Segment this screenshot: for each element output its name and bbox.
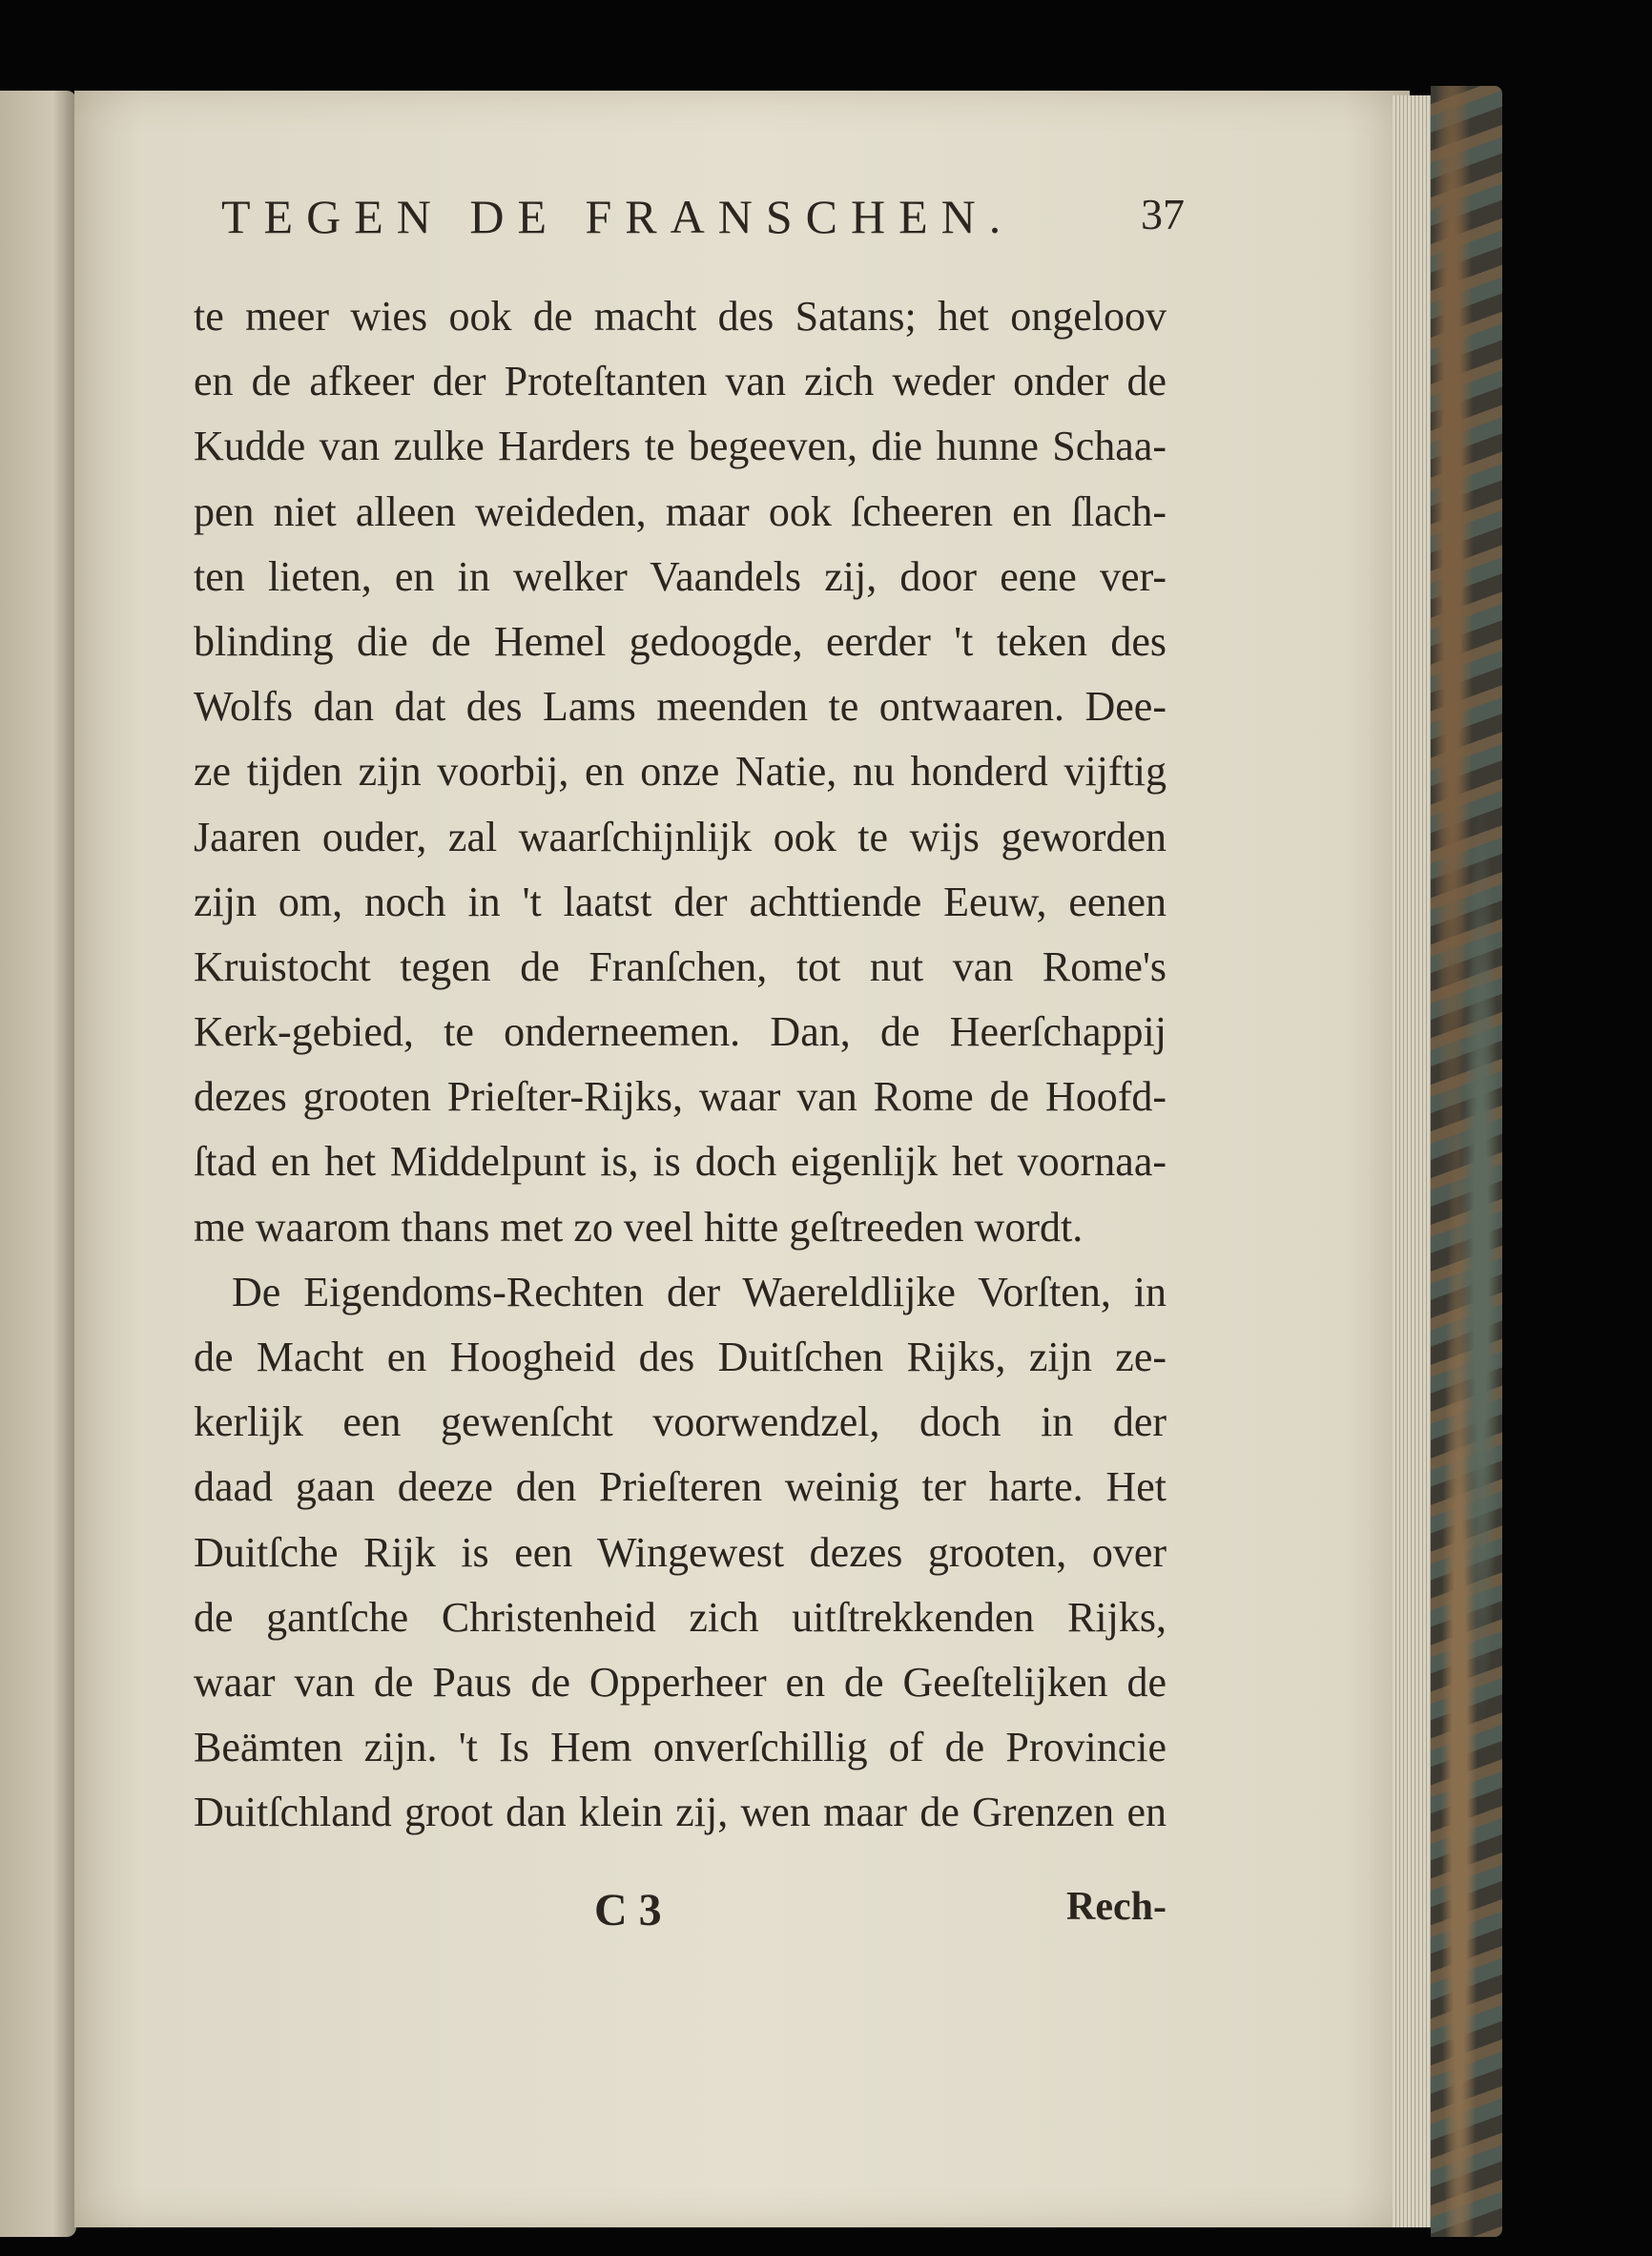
- text-line: ſtad en het Middelpunt is, is doch eigenlijk het voornaa-: [194, 1138, 1167, 1186]
- text-line: zijn om, noch in 't laatst der achttiende Eeuw, eenen: [194, 878, 1167, 925]
- text-line: De Eigendoms-Rechten der Waereldlijke Vorſten, in: [232, 1268, 1167, 1315]
- text-line: te meer wies ook de macht des Satans; het ongeloov: [194, 293, 1167, 340]
- text-line: Beämten zijn. 't Is Hem onverſchillig of de Provincie: [194, 1724, 1167, 1771]
- previous-page-edge: [0, 91, 76, 2237]
- text-line: waar van de Paus de Opperheer en de Geeſtelijken de: [194, 1658, 1167, 1706]
- signature-mark: C 3: [594, 1885, 662, 1935]
- running-title: TEGEN DE FRANSCHEN.: [221, 190, 1015, 243]
- text-line: Kruistocht tegen de Franſchen, tot nut van Rome's: [194, 942, 1167, 990]
- text-line: de gantſche Christenheid zich uitſtrekkenden Rijks,: [194, 1593, 1167, 1641]
- text-line: kerlijk een gewenſcht voorwendzel, doch in der: [194, 1398, 1167, 1446]
- text-line: Kerk-gebied, te onderneemen. Dan, de Heerſchappij: [194, 1008, 1167, 1056]
- text-line: Kudde van zulke Harders te begeeven, die hunne Schaa-: [194, 423, 1167, 470]
- text-line: ze tijden zijn voorbij, en onze Natie, nu honderd vijftig: [194, 748, 1167, 796]
- text-line: blinding die de Hemel gedoogde, eerder 't teken des: [194, 617, 1167, 665]
- text-line: daad gaan deeze den Prieſteren weinig ter harte. Het: [194, 1463, 1167, 1511]
- text-line: dezes grooten Prieſter-Rijks, waar van Rome de Hoofd-: [194, 1073, 1167, 1121]
- page-footer: [194, 1884, 1167, 1941]
- text-line: en de afkeer der Proteſtanten van zich weder onder de: [194, 358, 1167, 405]
- text-line: me waarom thans met zo veel hitte geſtreeden wordt.: [194, 1203, 1084, 1251]
- page-number: 37: [1141, 190, 1185, 238]
- catchword: Rech-: [1066, 1885, 1167, 1929]
- text-line: pen niet alleen weideden, maar ook ſcheeren en ſlach-: [194, 487, 1167, 535]
- page-stack-edges: [1393, 95, 1431, 2227]
- text-line: Duitſchland groot dan klein zij, wen maar de Grenzen en: [194, 1789, 1167, 1836]
- text-line: de Macht en Hoogheid des Duitſchen Rijks, zijn ze-: [194, 1334, 1167, 1380]
- text-line: ten lieten, en in welker Vaandels zij, door eene ver-: [194, 552, 1167, 600]
- body-text: [194, 284, 1167, 1846]
- text-line: Wolfs dan dat des Lams meenden te ontwaaren. Dee-: [194, 683, 1167, 731]
- text-line: Duitſche Rijk is een Wingewest dezes grooten, over: [194, 1528, 1167, 1576]
- page-header: [221, 189, 1185, 256]
- marbled-cover: [1431, 86, 1502, 2237]
- text-line: Jaaren ouder, zal waarſchijnlijk ook te wijs geworden: [194, 813, 1167, 860]
